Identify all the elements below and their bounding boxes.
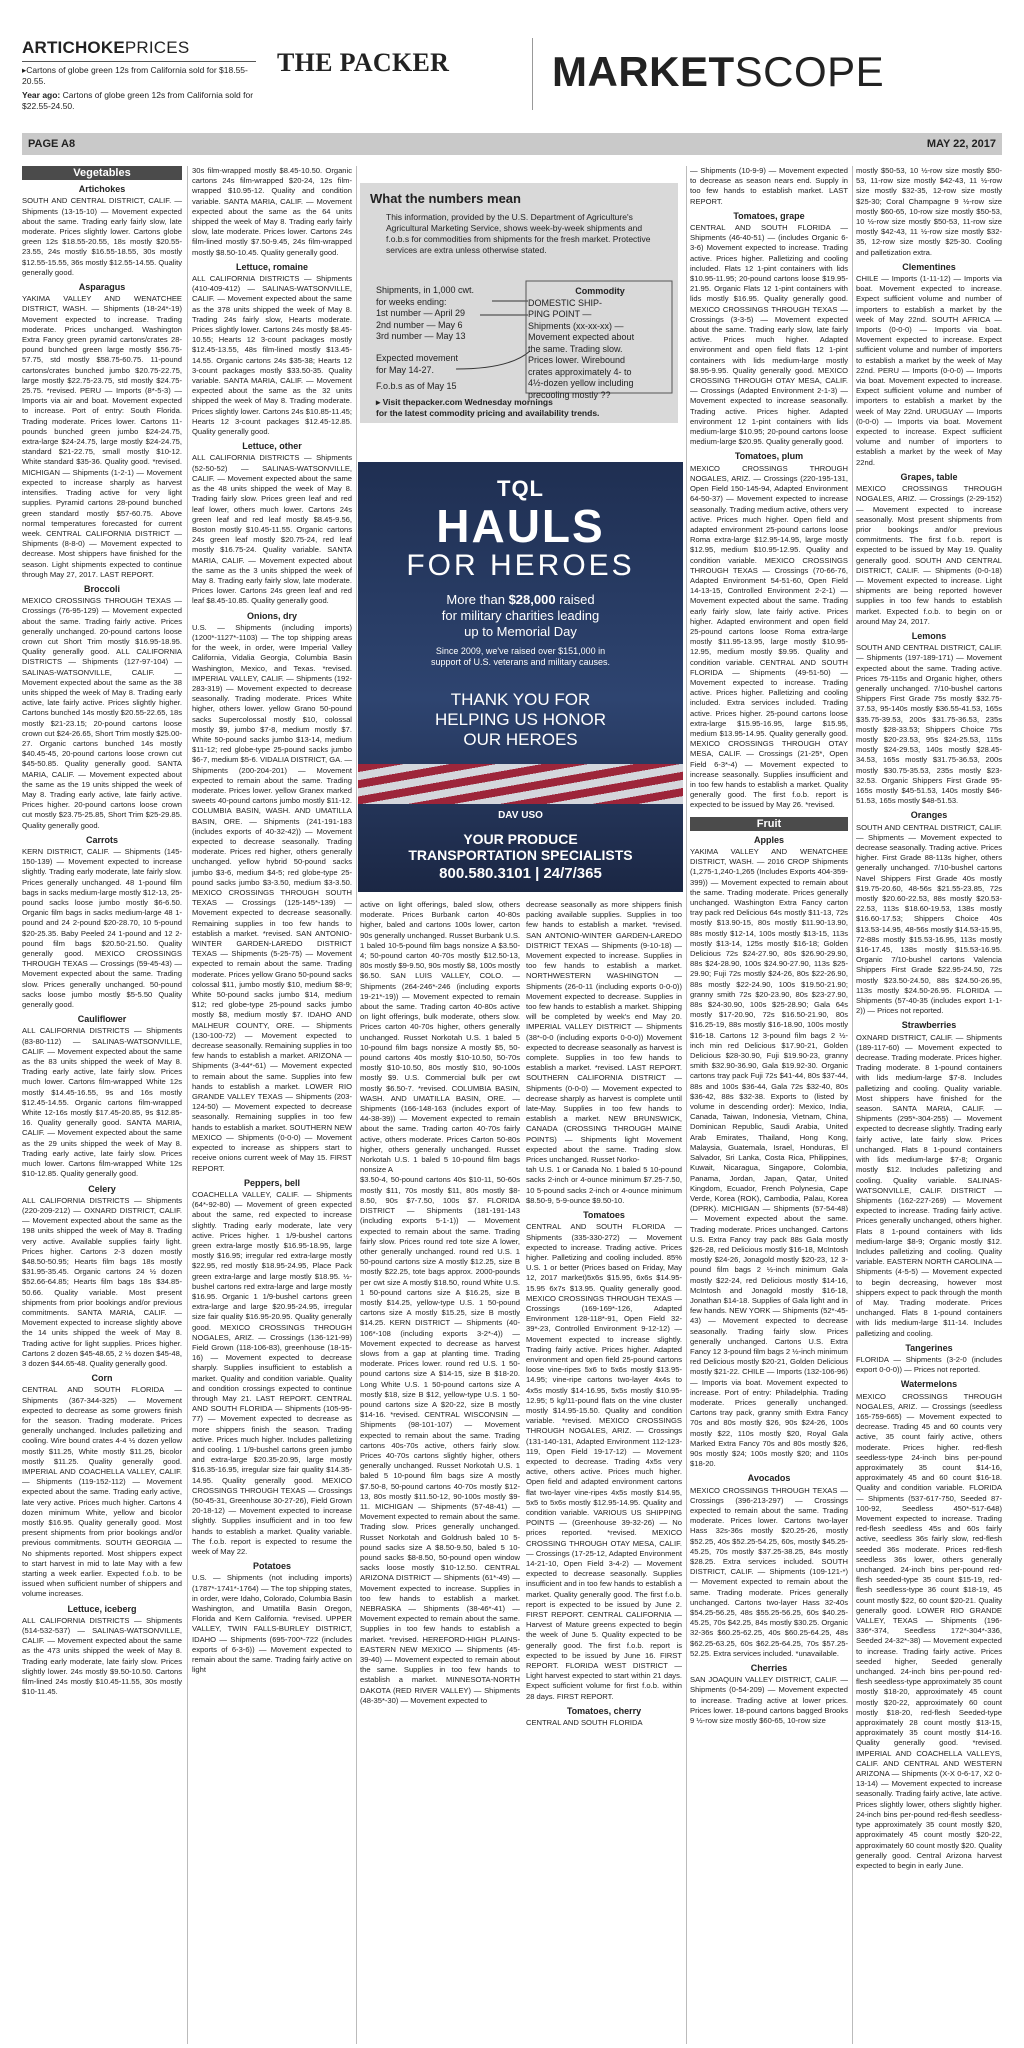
ad-brand: TQL bbox=[497, 476, 544, 501]
explainer-line: for May 14-27. bbox=[376, 364, 435, 375]
market-report-text: ALL CALIFORNIA DISTRICTS — Shipments (83-80-112) — SALINAS-WATSONVILLE, CALIF. — Movement expected about the same as the 83 units shipped the week of May 8. Trading early active, late fairly slow. Prices much lower. Cartons film-wrapped White 12s mostly $14.45-16.55, 9s and 16s mostly $12.45-14.55. Organic cartons film-wrapped White 12-16s mostly $17.45-20.85, 9s $12.85-16. Quality generally good. SANTA MARIA, CALIF. — Movement expected about the same as the 29 units shipped the week of May 8. Trading early active, late fairly slow. Prices much lower. Cartons film-wrapped White 12s $10-12.85. Quality generally good. bbox=[22, 1026, 182, 1179]
market-report-text: active on light offerings, baled slow, others moderate. Prices Burbank carton 40-80s higher, baled and cartons 100s lower, carton 90s generally unchanged. Russet Burbank U.S. 1 baled 10-5-pound film bags nonsize A $3.50-4; 50-pound carton 40-70s mostly $12.50-13, 80s mostly $9-9.50, 90s mostly $8, 100s mostly $6.50. SAN LUIS VALLEY, COLO. — Shipments (264-246*-246 (including exports 19-21*-19)) — Movement expected to remain about the same. Trading carton 40-80s active on light offerings, bulk moderate, others slow. Prices carton 40-70s higher, others generally unchanged. Russet Norkotah U.S. 1 baled 5 10-pound film bags nonsize A mostly $5, 50-pound cartons 40s mostly $10-10.50, 50-70s mostly $10-10.50, 80s mostly $10, 90-100s mostly $9. U.S. Commercial bulk per cwt mostly $6.50-7. *revised. COLUMBIA BASIN, WASH. AND UMATILLA BASIN, ORE. — Shipments (166-148-163 (includes export of 44-38-39)) — Movement expected to remain about the same. Trading carton 40-70s fairly active, others moderate. Prices Carton 50-80s higher, others generally unchanged. Russet Norkotah U.S. 1 baled 5 10-pound film bags nonsize A bbox=[360, 900, 520, 1175]
market-report-text: ALL CALIFORNIA DISTRICTS — Shipments (410-409-412) — SALINAS-WATSONVILLE, CALIF. — Movement expected about the same as the 378 units shipped the week of May 8. Trading 24s fairly slow, Hearts moderate. Prices slightly lower. Cartons 24s mostly $8.45-10.55; Hearts 12 3-count packages mostly $12.45-13.55, 48s film-lined mostly $13.45-14.55. Organic cartons 24s $35-38; Hearts 12 3-count packages mostly $33.50-35. Quality variable. SANTA MARIA, CALIF. — Movement expected about the same as the 32 units shipped the week of May 8. Trading moderate. Prices slightly lower. Cartons 24s $10.85-11.45; Hearts 12 3-count packages $12.45-12.85. Quality generally good. bbox=[192, 274, 352, 437]
market-report-text: MEXICO CROSSINGS THROUGH TEXAS — Crossings (76-95-129) — Movement expected about the same. Trading fairly active. Prices generally unchanged. 20-pound cartons loose crown cut Short Trim mostly $16.95-18.95. Quality generally good. ALL CALIFORNIA DISTRICTS — Shipments (127-97-104) — SALINAS-WATSONVILLE, CALIF. — Movement expected about the same as the 38 units shipped the week of May 8. Trading early active, late fairly active. Prices slightly higher. Cartons bunched 14s mostly $20.55-22.65, 18s mostly $21-23.15; 20-pound cartons loose crown cut $24-26.65, Short Trim mostly $25.00-27. Organic cartons bunched 14s mostly $40.45-45, 20-pound cartons loose crown cut $45-50.85. Quality generally good. SANTA MARIA, CALIF. — Movement expected about the same as the 19 units shipped the week of May 8. Trading early active, late fairly active. Prices higher. 20-pound cartons loose crown cut mostly $23.75-25.85, Short Trim $25-29.85. Quality generally good. bbox=[22, 596, 182, 830]
explainer-line: Expected movement bbox=[376, 353, 459, 363]
commodity-heading: Clementines bbox=[902, 261, 956, 272]
ad-partner-logos: DAV USO bbox=[498, 810, 543, 821]
commodity-heading: Lettuce, iceberg bbox=[67, 1603, 137, 1614]
ad-raised-text: up to Memorial Day bbox=[464, 624, 577, 639]
ad-tagline bbox=[358, 831, 683, 863]
ad-raised-text: raised bbox=[555, 592, 595, 607]
commodity-heading: Tangerines bbox=[905, 1342, 953, 1353]
ad-thanks-line: THANK YOU FOR bbox=[450, 690, 591, 709]
explainer-visit-link[interactable] bbox=[376, 397, 599, 419]
explainer-line: 3rd number — May 13 bbox=[376, 331, 466, 341]
commodity-heading: Carrots bbox=[85, 834, 118, 845]
issue-date: MAY 22, 2017 bbox=[926, 138, 996, 150]
explainer-line: 1st number — April 29 bbox=[376, 308, 466, 318]
column-1 bbox=[22, 166, 182, 2044]
commodity-heading: Potatoes bbox=[252, 1561, 291, 1572]
explainer-line: Shipments, in 1,000 cwt. bbox=[376, 285, 475, 295]
column-5 bbox=[690, 166, 848, 2044]
commodity-heading: Watermelons bbox=[900, 1379, 958, 1390]
market-report-text: MEXICO CROSSINGS THROUGH NOGALES, ARIZ. — Crossings (220-195-131, Open Field 150-145-94, Adapted Environment 64-50-37) — Movement expected to increase seasonally. Trading medium active, others very active. Prices much higher. Open field and adapted environment 25-pound cartons loose Roma extra-large $12.95-14.95, large mostly $12.95, medium $10.95-12.95. Quality and condition variable. MEXICO CROSSINGS THROUGH TEXAS — Crossings (70-66-76, Adapted Environment 54-51-60, Open Field 14-13-15, Controlled Environment 2-2-1) — Movement expected about the same. Trading early fairly slow, late fairly active. Prices higher. Adapted environment and open field 25-pound cartons loose Roma extra-large mostly $11.95-13.95, large mostly $10.95-12.95, medium mostly $9.95. Quality and condition variable. CENTRAL AND SOUTH FLORIDA — Shipments (49-51-50) — Movement expected to increase. Trading active. Prices higher. Palletizing and cooling included. Extra services included. Trading active. Prices higher. 25-pound cartons loose extra-large $15.95-16.95, large $15.95, medium $13.95-14.95. Quality generally good. MEXICO CROSSINGS THROUGH OTAY MESA, CALIF. — Crossings (21-25*, Open Field 6-3*-4) — Movement expected to increase seasonally. Supplies insufficient and in too few hands to establish a market. Quality generally good. The first f.o.b. report is expected to be issued by May 26. *revised. bbox=[690, 463, 848, 810]
explainer-commodity-title: Commodity bbox=[575, 286, 625, 296]
commodity-heading: Peppers, bell bbox=[243, 1177, 301, 1188]
market-report-text: MEXICO CROSSINGS THROUGH NOGALES, ARIZ. — Crossings (2-29-152) — Movement expected to increase seasonally. Most present shipments from prior bookings and/or previous commitments. The first f.o.b. report is expected to be issued by May 19. Quality generally good. SOUTH AND CENTRAL DISTRICT, CALIF. — Shipments (0-0-18) — Movement expected to increase. Light shipments are being reported however supplies in too few hands to establish market. Expected f.o.b. to begin on or around May 24, 2017. bbox=[856, 484, 1002, 626]
market-report-text: FLORIDA — Shipments (3-2-0 (includes export 0-0-0)) — Prices not reported. bbox=[856, 1354, 1002, 1375]
commodity-heading: Lettuce, other bbox=[242, 441, 302, 452]
market-report-text: CENTRAL AND SOUTH FLORIDA — Shipments (335-330-272) — Movement expected to increase. Trading active. Prices higher. Palletizing and cooling included. 85% U.S. 1 or better (Prices based on Friday, May 12, 2017 market)5x6s $15.95, 6x6s $14.95-15.95 6x7s $13.95. Quality generally good. MEXICO CROSSINGS THROUGH TEXAS — Crossings (169-169*-126, Adapted Environment 128-118*-91, Open Field 32-39*-23, Controlled Environment 9-12-12) — Movement expected to increase slightly. Trading fairly active. Prices higher. Adapted environment and open field 25-pound cartons loose vine-ripes 5x6 to 5x6s mostly $13.95-14.95; vine-ripe cartons two-layer 4x4s to 4x5s mostly $14-16.95, 5x5s mostly $10.95-12.95; 5 kg/11-pound flats on the vine cluster mostly $14.95-15.50. Quality and condition variable. *revised. MEXICO CROSSINGS THROUGH NOGALES, ARIZ. — Crossings (131-140-131, Adapted Environment 112-123-119, Open Field 19-17-12) — Movement expected to decrease. Trading 4x5s very active, others active. Prices much higher. Open field and adapted environment cartons flat two-layer vine-ripes 4x5s mostly $14.95, 5x5 to 5x6s mostly $12.95-14.95. Quality and condition variable. VARIOUS US SHIPPING POINTS — (Greenhouse 39-32-26) — No prices reported. *revised. MEXICO CROSSING THROUGH OTAY MESA, CALIF. — Crossings (17-25-12, Adapted Environment 14-21-10, Open Field 3-4-2) — Movement expected to decrease seasonally. Supplies insufficient and in too few hands to establish a market. Quality generally good. The first f.o.b. report is expected to be issued by June 2. FIRST REPORT. CENTRAL CALIFORNIA — Harvest of Mature greens expected to begin the week of June 5. Quality expected to be generally good. The first f.o.b. report is expected to be issued by June 16. FIRST REPORT. FLORIDA WEST DISTRICT — Light harvest expected to start within 21 days. Expect sufficient volume for first f.o.b. within 28 days. FIRST REPORT. bbox=[526, 1222, 682, 1701]
explainer-expected bbox=[376, 353, 458, 376]
commodity-heading: Asparagus bbox=[78, 282, 126, 293]
ad-since-line: support of U.S. veterans and military causes. bbox=[430, 657, 611, 667]
market-report-text: SOUTH AND CENTRAL DISTRICT, CALIF. — Shipments (13-15-10) — Movement expected about the same. Trading early fairly slow, late moderate. Prices slightly lower. Cartons globe green 12s $18.55-20.55, 18s mostly $20.55-23.55, 24s mostly $16.55-18.55, 30s mostly $12.55-15.55, 36s mostly $12.55-14.55. Quality generally good. bbox=[22, 196, 182, 277]
ad-raised-text: More than bbox=[446, 592, 509, 607]
ad-raised bbox=[358, 592, 683, 640]
explainer-title: What the numbers mean bbox=[370, 191, 521, 206]
market-report-text: MEXICO CROSSINGS THROUGH NOGALES, ARIZ. — Crossings (seedless 165-759-665) — Movement expected to decrease. Trading 45 and 60 counts very active, 35 count fairly active, others moderate. Prices higher. red-flesh seedless-type 24-inch bins per-pound approximately 35 count $14-16, approximately 45 and 60 count $16-18. Quality and condition variable. FLORIDA — Shipments (537-617-750, Seeded 87-100-92, Seedless 450*-517-648) Movement expected to increase. Trading red-flesh seedless 45s and 60s fairly active, seedless 36s fairly slow, red-flesh seeded 36s moderate. Prices red-flesh seedless 36s lower, others generally unchanged. 24-inch bins per-pound red-flesh seeded-type 35 count $15-19, red-flesh seedless-type 36 count $18-19, 45 count mostly $22, 60 count $20-21. Quality generally good. LOWER RIO GRANDE VALLEY, TEXAS — Shipments (196-336*-374, Seedless 172*-304*-336, Seeded 24-32*-38) — Movement expected to increase. Trading fairly active. Prices seeded higher, Seeded generally unchanged. 24-inch bins per-pound red-flesh seedless-type approximately 35 count mostly $18-20, approximately 45 count mostly $20-22, approximately 60 count mostly $18-20, red-flesh Seeded-type approximately 28 count mostly $13-15, approximately 35 count mostly $14-16. Quality generally good. *revised. IMPERIAL AND COACHELLA VALLEYS, CALIF. AND CENTRAL AND WESTERN ARIZONA — Shipments (X-X 0-6-17, X2 0-13-14) — Movement expected to increase seasonally. Trading fairly active, late active. Prices slightly lower, others slightly higher. 24-inch bins per-pound red-flesh seedless-type approximately 35 count mostly $20, approximately 45 count mostly $20-22, approximately 60 count mostly $20. Quality generally good. Central Arizona harvest expected to begin in early June. bbox=[856, 1391, 1002, 1870]
column-rule bbox=[852, 166, 853, 2044]
explainer-line: 2nd number — May 6 bbox=[376, 319, 463, 330]
market-report-text: COACHELLA VALLEY, CALIF. — Shipments (64*-92-80) — Movement of green expected about the same, red expected to increase slightly. Trading early moderate, late very active. Prices higher. 1 1/9-bushel cartons green extra-large mostly $16.95-18.95, large mostly $16.95; irregular red extra-large mostly $22.95, red mostly $18.95-24.95, Place Pack green extra-large and large mostly $18.95. ½-bushel cartons red extra-large and large mostly $16.95. Organic 1 1/9-bushel cartons green extra-large and large $20.95-24.95, irregular size fair quality $16.95-20.95. Quality generally good. MEXICO CROSSINGS THROUGH NOGALES, ARIZ. — Crossings (136-121-99) Field Grown (118-106-83), greenhouse (18-15-16) — Movement expected to decrease sharply. Supplies insufficient to establish a market. Quality and condition variable. Quality and condition crossings expected to continue through May 21. LAST REPORT. CENTRAL AND SOUTH FLORIDA — Shipments (105-95-77) — Movement expected to decrease as more shippers finish the season. Trading active. Prices much higher. Includes palletizing and cooling. 1 1/9-bushel cartons green jumbo and extra-large $20.35-20.95, large mostly $16.35-16.95, irregular size fair quality $14.35-14.95. Quality generally good. MEXICO CROSSINGS THROUGH TEXAS — Crossings (50-45-31, Greenhouse 30-27-26), Field Grown 20-18-12) — Movement expected to increase slightly. Supplies insufficient and in too few hands to establish a market. Quality variable. The f.o.b. report is expected to resume the week of May 22. bbox=[192, 1189, 352, 1557]
commodity-heading: Oranges bbox=[910, 810, 948, 821]
commodity-heading: Strawberries bbox=[901, 1020, 957, 1031]
ad-headline: HAULS bbox=[436, 500, 605, 552]
explainer-line: Prices lower. Wirebound bbox=[528, 355, 626, 365]
ad-since-line: Since 2009, we've raised over $151,000 in bbox=[435, 646, 606, 656]
market-report-text: SOUTH AND CENTRAL DISTRICT, CALIF. — Shipments — Movement expected to decrease seasonally. Trading active. Prices higher. First Grade 88-113s higher, others generally unchanged. 7/10-bushel cartons Navel Shippers First Grade 40s mostly $19.75-20.60, 48-56s $21.55-23.85, 72s mostly $20.60-22.53, 88s mostly $20.53-22.53, 113s $18.60-19.53, 138s mostly $16.60-17.53; Shippers Choice 40s $13.53-14.95, 48-56s mostly $14.53-15.95, 72-88s mostly $15.53-16.95, 113s mostly $16-17.45, 138s mostly $15.53-16.95. Organic 7/10-bushel cartons Valencia Shippers First Grade $22.95-24.50, 72s mostly $23.50-24.50, 88s $24.50-26.95, 113s mostly $24.50-26.95. FLORIDA — Shipments (57-40-35 (includes export 1-1-2)) — Prices not reported. bbox=[856, 822, 1002, 1016]
ad-tagline-line: YOUR PRODUCE bbox=[463, 831, 578, 847]
artichoke-current-price: ▸Cartons of globe green 12s from California sold for $18.55-20.55. bbox=[22, 65, 248, 86]
commodity-heading: Corn bbox=[91, 1373, 113, 1384]
explainer-line: 4½-dozen yellow including bbox=[528, 378, 634, 388]
market-report-text: KERN DISTRICT, CALIF. — Shipments (145-150-139) — Movement expected to increase slightly. Trading early moderate, late fairly slow. Prices generally unchanged. 48 1-pound film bags in sacks medium-large mostly $12-13, 25-pound sacks loose jumbo mostly $6-6.50. Organic film bags in sacks medium-large 48 1-pound and 24 2-pound $20-28.70, 10 5-pound $20-25.35. Baby Peeled 24 1-pound and 12 2-pound film bags $20.50-21.50. Quality generally good. MEXICO CROSSINGS THROUGH TEXAS — Crossings (59-45-43) — Movement expected about the same. Trading slow. Prices generally unchanged. 50-pound sacks loose jumbo mostly $5-5.50 Quality generally good. bbox=[22, 847, 182, 1010]
commodity-heading: Cherries bbox=[750, 1663, 788, 1674]
explainer-line: precooling mostly ?? bbox=[528, 389, 611, 400]
artichoke-year-ago: Year ago: Cartons of globe green 12s from California sold for $22.55-24.50. bbox=[22, 90, 254, 111]
packer-logo: THE PACKER bbox=[277, 48, 450, 77]
ad-thanks bbox=[358, 690, 683, 750]
commodity-heading: Tomatoes, plum bbox=[734, 451, 804, 462]
explainer-line: PING POINT — bbox=[528, 309, 592, 319]
market-report-text: ALL CALIFORNIA DISTRICTS — Shipments (514-532-537) — SALINAS-WATSONVILLE, CALIF. — Movement expected about the same as the 473 units shipped the week of May 8. Trading early moderate, late fairly slow. Prices slightly lower. 24s mostly $9.50-10.50. Cartons film-lined 24s mostly $10.45-11.55, 30s mostly $10-11.45. bbox=[22, 1615, 182, 1697]
masthead-divider bbox=[532, 38, 533, 110]
tql-advertisement[interactable] bbox=[358, 462, 683, 892]
market-report-text: tah U.S. 1 or Canada No. 1 baled 5 10-pound sacks 2-inch or 4-ounce minimum $7.25-7.50, 10 5-pound sacks 2-inch or 4-ounce minimum $8.50-9, 5-9-ounce $9.50-10. bbox=[526, 1165, 682, 1205]
commodity-heading: Tomatoes bbox=[583, 1210, 625, 1221]
flag-stripes-graphic bbox=[358, 764, 683, 804]
ad-tagline-line: TRANSPORTATION SPECIALISTS bbox=[408, 847, 633, 863]
market-report-text: OXNARD DISTRICT, CALIF. — Shipments (189-117-60) — Movement expected to decrease. Trading moderate. Prices higher. Trading moderate. 8 1-pound containers with lids medium-large $7-8. Includes palletizing and cooling. Quality variable. Most shippers have finished for the season. SANTA MARIA, CALIF. — Shipments (295*-304-255) — Movement expected to decrease slightly. Trading early fairly active, late fairly slow. Prices unchanged. Flats 8 1-pound containers with lids medium-large $7-8; Organic mostly $12. Includes palletizing and cooling. Quality variable. SALINAS-WATSONVILLE, CALIF. DISTRICT — Shipments (162-227-269) — Movement expected to increase. Trading fairly active. Prices generally unchanged, others higher. Flats 8 1-pound containers with lids medium-large $8-9; Organic mostly $12. Includes palletizing and cooling. Quality variable. EASTERN NORTH CAROLINA — Shipments (4-5-5) — Movement expected to begin decreasing, however most shippers expect to pack through the month of May. Trading moderate. Prices unchanged. Flats 8 1-pound containers with lids medium-large $11-14. Includes palletizing and cooling. bbox=[856, 1032, 1002, 1338]
market-report-text: YAKIMA VALLEY AND WENATCHEE DISTRICT, WASH. — Shipments (18-24*-19) Movement expected to increase. Trading moderate. Prices unchanged. Washington Extra Fancy green pyramid cartons/crates 28-pound bunched green large mostly $56.75-57.75, std mostly $58.75-60.75. 11-pound cartons/crates bunched jumbo $20.75-22.75, large mostly $22.75-23.75, std mostly $24.75-25.75. *revised. PERU — Imports (8*-5-3) — Imports via air and boat. Movement expected to increase. Port of entry: South Florida. Trading moderate. Prices lower. Cartons 11-pounds bunched green jumbo $24-24.75, extra-large $24-24.75, large mostly $24-24.75, standard $21-22.75, small mostly $10-12. White standard $35-36. Quality good. *revised. MICHIGAN — Shipments (1-2-1) — Movement expected to increase sharply as harvest intensifies. Trading active for very light supplies. Pyramid cartons 28-pound bunched green standard mostly $57-60.75. Above normal temperatures forecasted for current week. CENTRAL CALIFORNIA DISTRICT — Shipments (8-8-0) — Movement expected to decrease. Most shippers have finished for the season. Light shipments expected to continue through May 27, 2017. LAST REPORT. bbox=[22, 294, 182, 579]
market-report-text: 30s film-wrapped mostly $8.45-10.50. Organic cartons 24s film-wrapped $20-24, 12s film-wrapped $10.95-12. Quality and condition variable. SANTA MARIA, CALIF. — Movement expected about the same as the 64 units shipped the week of May 8. Trading early fairly slow, late moderate. Prices lower. Cartons 24s film-lined mostly $7.50-9.45, 24s film-wrapped mostly $8.50-10.45. Quality generally good. bbox=[192, 166, 352, 257]
column-rule bbox=[686, 166, 687, 2044]
explainer-line: ▸ Visit thepacker.com Wednesday mornings bbox=[376, 397, 553, 407]
ad-since bbox=[358, 646, 683, 668]
ad-phone: 800.580.3101 | 24/7/365 bbox=[439, 865, 602, 882]
ad-thanks-line: OUR HEROES bbox=[463, 730, 578, 749]
artichoke-prices-title: ARTICHOKEPRICES bbox=[22, 38, 256, 62]
ad-subheadline: FOR HEROES bbox=[406, 549, 635, 582]
market-report-text: — Shipments (10-9-9) — Movement expected to decrease as season nears end. Supply in too few hands to establish market. LAST REPORT. bbox=[690, 166, 848, 206]
column-3 bbox=[360, 900, 520, 2044]
column-2 bbox=[192, 166, 352, 2044]
column-rule bbox=[356, 166, 357, 2044]
column-6 bbox=[856, 166, 1002, 2044]
explainer-fob-date: F.o.b.s as of May 15 bbox=[376, 381, 457, 391]
explainer-line: crates approximately 4- to bbox=[528, 366, 632, 377]
commodity-heading: Celery bbox=[88, 1183, 116, 1194]
explainer-shipments bbox=[376, 285, 474, 343]
commodity-heading: Broccoli bbox=[83, 583, 120, 594]
explainer-line: Shipments (xx-xx-xx) — bbox=[528, 320, 624, 331]
commodity-heading: Artichokes bbox=[78, 184, 126, 195]
artichoke-prices-box bbox=[22, 38, 256, 112]
market-report-text: $3.50-4, 50-pound cartons 40s $10-11, 50-60s mostly $11, 70s mostly $11, 80s mostly $8-8.50, 90s $7-7.50, 100s $7. FLORIDA DISTRICT — Shipments (181-191-143 (including exports 5-1-1)) — Movement expected to remain about the same. Trading fairly slow. Prices round red tote size A lower, other generally unchanged. round red U.S. 1 50-pound cartons size A mostly $12.25, size B mostly $22.25, tote bags approx. 2000-pounds per cwt size A mostly $18.50, round White U.S. 1 50-pound cartons size A $16.25, size B mostly $14.25, yellow-type U.S. 1 50-pound cartons size A mostly $15.25, size B mostly $14.25. KERN DISTRICT — Shipments (40-106*-108 (including exports 3-2*-4)) — Movement expected to decrease as harvest slows from a gap at planting time. Trading moderate. Prices lower. round red U.S. 1 50-pound cartons size A $14-15, size B $18-20. Long White U.S. 1 50-pound cartons size A mostly $18, size B $12, yellow-type U.S. 1 50-pound cartons size A $20-22, size B mostly $14-16. *revised. CENTRAL WISCONSIN — Shipments (98-101-107) — Movement expected to remain about the same. Trading cartons 40s-70s active, others fairly slow. Prices 40-70s cartons slightly higher, others generally unchanged. Russet Norkotah U.S. 1 baled 5 10-pound film bags size A mostly $7.50-8, 50-pound cartons 40-70s mostly $12-13, 80s mostly $11.50-12, 90-100s mostly $9-11. MICHIGAN — Shipments (57-48-41) — Movement expected to remain about the same. Trading slow. Prices generally unchanged. Russet Norkotah and Goldrush baled 10 5-pound sacks size A $8.50-9.50, baled 5 10-pound sacks $8-8.50, 50-pound open window sacks loose mostly $10-12.50. CENTRAL ARIZONA DISTRICT — Shipments (61*-49) — Movement expected to increase. Supplies in too few hands to establish a market. NEBRASKA — Shipments (38-46*-41) — Movement expected to remain about the same. Supplies in too few hands to establish a market. *revised. HEREFORD-HIGH PLAINS-EASTERN NEW MEXICO — Shipments (45-39-40) — Movement expected to remain about the same. Supplies in too few hands to establish a market. MINNESOTA-NORTH DAKOTA (RED RIVER VALLEY) — Shipments (48-35*-30) — Movement expected to bbox=[360, 1175, 520, 1705]
ad-raised-text: for military charities leading bbox=[441, 608, 600, 623]
column-4-lower bbox=[526, 900, 682, 2044]
market-report-text: U.S. — Shipments (not including imports) (1787*-1741*-1764) — The top shipping states, in order, were Idaho, Colorado, Columbia Basin Washington, and Umatilla Basin Oregon, Florida and Kern California. *revised. UPPER VALLEY, TWIN FALLS-BURLEY DISTRICT, IDAHO — Shipments (695-700*-722 (includes exports of 6-3-6)) — Movement expected to remain about the same. Trading fairly active on light bbox=[192, 1573, 352, 1675]
explainer-line: for the latest commodity pricing and availability trends. bbox=[376, 408, 600, 418]
market-report-text: mostly $50-53, 10 ½-row size mostly $50-53, 11-row size mostly $42-43, 11 ½-row size mostly $32-35, 12-row size mostly $25-30; Coral Champagne 9 ½-row size mostly $60-65, 10-row size mostly $50-53, 10 ½-row size mostly $50-53, 11-row size mostly $42-43, 11 ½-row size mostly $32-35, 12-row size mostly $25-30. Cooling and palletization extra. bbox=[856, 166, 1002, 257]
commodity-heading: Tomatoes, cherry bbox=[566, 1705, 642, 1716]
explainer-intro: This information, provided by the U.S. Department of Agriculture's Agricultural Marketing Service, shows week-by-week shipments and f.o.b.s for commodities from shipments for the fresh market. Protective services are extra unless otherwise stated. bbox=[386, 212, 651, 255]
commodity-heading: Grapes, table bbox=[900, 471, 958, 482]
commodity-heading: Lettuce, romaine bbox=[235, 261, 309, 272]
section-head-fruit: Fruit bbox=[690, 817, 848, 831]
page-number: PAGE A8 bbox=[28, 138, 76, 150]
market-report-text: ALL CALIFORNIA DISTRICTS — Shipments (52-50-52) — SALINAS-WATSONVILLE, CALIF. — Movement expected about the same as the 48 units shipped the week of May 8. Trading fairly slow. Prices green leaf and red leaf lower, others much lower. Cartons 24s green leaf and red leaf mostly $8.45-9.56, Boston mostly $10.45-11.55. Organic cartons 24s green leaf mostly $20.75-24, red leaf mostly $16.75-24. Quality variable. SANTA MARIA, CALIF. — Movement expected about the same as the 3 units shipped the week of May 8. Trading early fairly slow, late moderate. Prices lower. Cartons 24s green leaf and red leaf $8.45-10.85. Quality generally good. bbox=[192, 453, 352, 606]
commodity-heading: Avocados bbox=[747, 1473, 791, 1484]
marketscope-logo: MARKETSCOPE bbox=[552, 48, 885, 95]
explainer-line: for weeks ending: bbox=[376, 296, 447, 307]
explainer-line: DOMESTIC SHIP- bbox=[528, 297, 603, 308]
commodity-heading: Apples bbox=[753, 834, 784, 845]
explainer-line: the same. Trading slow. bbox=[528, 343, 623, 354]
commodity-heading: Lemons bbox=[911, 630, 947, 641]
market-report-text: CHILE — Imports (1-11-12) — Imports via boat. Movement expected to increase. Expect sufficient volume and number of importers to establish a market by the week of May 22nd. SOUTH AFRICA — Imports (0-0-0) — Imports via boat. Movement expected to increase. Expect sufficient volume and number of importers to establish a market by the week of May 22nd. PERU — Imports (0-0-0) — Imports via boat. Movement expected to increase. Expect sufficient volume and number of importers to establish a market by the week of May 22nd. URUGUAY — Imports (0-0-0) — Imports via boat. Movement expected to increase. Expect sufficient volume and number of importers to establish a market by the week of May 22nd. bbox=[856, 274, 1002, 467]
ad-thanks-line: HELPING US HONOR bbox=[435, 710, 606, 729]
numbers-explainer bbox=[360, 183, 678, 423]
market-report-text: SOUTH AND CENTRAL DISTRICT, CALIF. — Shipments (197-189-171) — Movement expected about the same. Trading active. Prices 75-115s and Organic higher, others generally unchanged. 7/10-bushel cartons Shippers First Grade 75s mostly $32.75-37.53, 95-140s mostly $36.55-41.53, 165s $35.75-39.53, 200s $31.75-36.53, 235s mostly $28-33.53; Shippers Choice 75s mostly $20-23.53, 95s $24-25.53, 115s mostly $24-29.53, 140s mostly $28.45-34.53, 165s mostly $31.75-36.53, 200s mostly $30.75-35.53, 235s mostly $23-32.53. Organic Shippers First Grade 95-165s mostly $45-51.53, 140s mostly $46-51.53, 165s mostly $48-51.53. bbox=[856, 643, 1002, 806]
column-rule bbox=[187, 166, 188, 2044]
commodity-heading: Cauliflower bbox=[77, 1014, 127, 1025]
market-report-text: CENTRAL AND SOUTH FLORIDA — Shipments (46-40-51) — (includes Organic 6-3-6) Movement expected to increase. Trading active. Prices higher. Palletizing and cooling included. Flats 12 1-pint containers with lids $10.95-11.95; 20-pound cartons loose $19.95-21.95. Organic Flats 12 1-pint containers with lids mostly $16.95. Quality generally good. MEXICO CROSSINGS THROUGH TEXAS — Crossings (3-3-5) — Movement expected about the same. Trading early slow, late fairly active. Prices much higher. Adapted environment and open field flats 12 1-pint containers with lids medium-large mostly $8.95-9.95. Quality generally good. MEXICO CROSSING THROUGH OTAY MESA, CALIF. — Crossings (Adapted Environment 2-1-3) — Movement expected to increase seasonally. Trading active. Prices higher. Adapted environment 12 1-pint containers with lids medium-large $10.95; 20-pound cartons loose medium-large $20.95. Quality generally good. bbox=[690, 223, 848, 447]
market-report-text: CENTRAL AND SOUTH FLORIDA bbox=[526, 1718, 643, 1728]
explainer-commodity bbox=[528, 286, 672, 401]
explainer-line: Movement expected about bbox=[528, 332, 635, 342]
page-bar bbox=[22, 133, 1002, 155]
market-report-text: decrease seasonally as more shippers finish packing available supplies. Supplies in too few hands to establish a market. *revised. SAN ANTONIO-WINTER GARDEN-LAREDO DISTRICT TEXAS — Shipments (9-10-18) — Movement expected to increase. Supplies in too few hands to establish a market. NORTHWESTERN WASHINGTON — Shipments (26-0-11 (including exports 0-0-0)) Movement expected to decrease. Supplies in too few hands to establish a market. Shipping will be completed by week's end May 20. IMPERIAL VALLEY DISTRICT — Shipments (38*-0-0 (including exports 0-0-0)) Movement expected to decrease seasonally as harvest is complete. Supplies in too few hands to establish a market. *revised. LAST REPORT. SOUTHERN CALIFORNIA DISTRICT — Shipments (0-0-0) — Movement expected to decrease sharply as harvest is complete until late-May. Supplies in too few hands to establish a market. NEW BRUNSWICK, CANADA (CROSSING THROUGH MAINE POINTS) — Shipments light Movement expected about the same. Trading slow. Prices unchanged. Russet Norko- bbox=[526, 900, 682, 1165]
market-report-text: SAN JOAQUIN VALLEY DISTRICT, CALIF. — Shipments (0-54-209) — Movement expected to increase. Trading active at lower prices. Prices lower. 18-pound cartons bagged Brooks 9 ½-row size mostly $60-65, 10-row size bbox=[690, 1675, 848, 1726]
market-report-text: YAKIMA VALLEY AND WENATCHEE DISTRICT, WASH. — 2016 CROP Shipments (1,275-1,240-1,265 (Includes Exports 404-359-399)) — Movement expected to remain about the same. Trading moderate. Prices generally unchanged. Washington Extra Fancy carton tray pack red Delicious 64s mostly $11-13, 72s mostly $13.90-15, 80s mostly $11.90-13.90, 88s mostly $12-14, 100s mostly $13-15, 113s mostly $13-14, 125s mostly $16-18; Golden Delicious 72s $24-27.90, 80s $26.90-29.90, 88s $24-28.90, 100s $24.90-27.90, 113s $25-29.90; Fuji 72s mostly $24-26, 80s $22-26.90, 88s mostly $22-24.90, 100s $19.50-21.90; granny smith 72s $20-23.90, 80s $23-27.90, 88s $24-30.90, 100s $25-28.90; Gala 64s mostly $17-20.90, 72s $16.50-21.90, 80s $16.25-19, 88s mostly $16-18.90, 100s mostly $16-18. Cartons 12 3-pound film bags 2 ½-inch min red Delicious $17.90-21, Golden Delicious $28-30.90, Fuji $19.90-23, granny smith $32.90-36.90, Gala $19.92-30. Organic cartons tray pack Fuji 72s $41-44, 80s $37-44, 88s and 100s $36-44, Gala 72s $32-40, 80s $36-42, 88s $32-38. Exports to (listed by volume in descending order): Mexico, India, Canada, Taiwan, Indonesia, Vietnam, China, Dominican Republic, Saudi Arabia, United Arab Emirates, Thailand, Hong Kong, Malaysia, Guatemala, Israel, Honduras, El Salvador, Sri Lanka, Costa Rica, Philippines, Kuwait, Nicaragua, Singapore, Colombia, Panama, Jordan, Japan, Qatar, United Kingdom, Ecuador, French Polynesia, Cape Verde, Korea (ROK), Cambodia, Palau, Korea (DPRK). MICHIGAN — Shipments (57-54-48) — Movement expected about the same. Trading moderate. Prices unchanged. Cartons U.S. Extra Fancy tray pack 88s Gala mostly $26-28, red Delicious mostly $16-18, McIntosh mostly $24-26, Jonagold mostly $20-23, 12 3-pound film bags 2 ½-inch minimum Gala mostly $22-24, red Delicious mostly $14-16, McIntosh and Jonagold mostly $16-18, Jonathan $14-18. Supplies of Gala light and in few hands. NEW YORK — Shipments (52*-45-43) — Movement expected to decrease seasonally. Trading fairly slow. Prices generally unchanged. Cartons U.S. Extra Fancy 12 3-pound film bags 2 ½-inch minimum red Delicious mostly $20-21, Golden Delicious mostly $21-22. CHILE — Imports (132-106-96) — Imports via boat. Movement expected to increase. Port of entry: Philadelphia. Trading moderate. Prices generally unchanged. Cartons tray pack, granny smith Extra Fancy 70s and 80s mostly $26, 90s $24-26, 100s mostly $22, 110s mostly $20, Royal Gala Marked Extra Fancy 70s and 80s mostly $26, 90s mostly $24; 100s mostly $20; and 110s $18-20. bbox=[690, 847, 848, 1469]
market-report-text: ALL CALIFORNIA DISTRICTS — Shipments (220-209-212) — OXNARD DISTRICT, CALIF. — Movement expected about the same as the 198 units shipped the week of May 8. Trading very active. Available supplies fairly light. Prices higher. Cartons 2-3 dozen mostly $48.50-50.95; Hearts film bags 18s mostly $31.95-35.45. Organic cartons 24 ½ dozen $52.66-64.85; Hearts film bags 18s $34.85-50.66. Quality variable. Most present shipments from prior bookings and/or previous commitments. SANTA MARIA, CALIF. — Movement expected to increase slightly above the 14 units shipped the week of May 8. Trading active for light supplies. Prices higher. Cartons 2 dozen $45-48.65, 2 ½ dozen $45-48, 3 dozen $44.65-48. Quality generally good. bbox=[22, 1195, 182, 1368]
market-report-text: CENTRAL AND SOUTH FLORIDA — Shipments (367-344-325) — Movement expected to decrease as some growers finish for the season. Trading moderate. Prices generally unchanged. Includes palletizing and cooling. Wire bound crates 4-4 ½ dozen yellow mostly $11.25, White mostly $11.25, bicolor mostly $11.25. Quality generally good. IMPERIAL AND COACHELLA VALLEY, CALIF. — Shipments (119-152-112) — Movement expected about the same. Trading early active, late very active. Prices much higher. Cartons 4 dozen minimum White, yellow and bicolor mostly $16.95. Quality generally good. Most present shipments from prior bookings and/or previous commitments. SOUTH GEORGIA — No shipments reported. Most shippers expect to start harvest in mid to late May with a few starting a week earlier. Expected f.o.b. to be issued when sufficient number of shippers and volume increases. bbox=[22, 1385, 182, 1599]
section-head-vegetables: Vegetables bbox=[22, 166, 182, 180]
commodity-heading: Onions, dry bbox=[246, 610, 297, 621]
masthead bbox=[22, 38, 1002, 116]
market-report-text: MEXICO CROSSINGS THROUGH TEXAS — Crossings (396-213-297) — Crossings expected to remain about the same. Trading moderate. Prices lower. Cartons two-layer Hass 32s-36s mostly $20.25-26, mostly $52.25, 40s $52.25-54.25, 60s, mostly $45.25-45.25, 70s mostly $37.25-38.25, 84s mostly $28.25. Extra services included. SOUTH DISTRICT, CALIF. — Shipments (109-121-*) — Movement expected to remain about the same. Trading moderate. Prices generally unchanged. Cartons two-layer Hass 32-40s $54.25-56.25, 48s $55.25-56.25, 60s $40.25-45.25, 70s $42.25, 84s mostly $30.25. Organic 32-36s $60.25-62.25, 40s $60.25-64.25, 48s $62.25-63.25, 60s $62.25-64.25, 70s $57.25-52.25. Extra services included. *unavailable. bbox=[690, 1485, 848, 1658]
market-report-text: U.S. — Shipments (including imports) (1200*-1127*-1103) — The top shipping areas for the week, in order, were Imperial Valley California, Vidalia Georgia, Columbia Basin Washington, Mexico, and Texas. *revised. IMPERIAL VALLEY, CALIF. — Shipments (192-283-319) — Movement expected to decrease seasonally. Trading moderate. Prices White higher, others lower. yellow Grano 50-pound sacks Supercolossal mostly $10, colossal mostly $9, jumbo $7-8, medium mostly $7. White 50-pound sacks jumbo $13-14, medium $11-12; red globe-type 25-pound sacks jumbo $6-7, medium $5-6. VIDALIA DISTRICT, GA. — Shipments (200-204-201) — Movement expected to remain about the same. Trading moderate. Prices lower. yellow Granex marked sweets 40-pound cartons jumbo mostly $11-12. COLUMBIA BASIN, WASH. AND UMATILLA BASIN, ORE. — Shipments (241-191-183 (includes exports of 40-32-42)) — Movement expected to decrease seasonally. Trading moderate. Prices red higher, others generally unchanged. yellow hybrid 50-pound sacks jumbo $3-6, medium $4-5; red globe-type 25-pound sacks jumbo $3-3.50, medium $3-3.50. MEXICO CROSSINGS THROUGH SOUTH TEXAS — Crossings (125-145*-139) — Movement expected to decrease seasonally. Remaining supplies in too few hands to establish a market. *revised. SAN ANTONIO-WINTER GARDEN-LAREDO DISTRICT TEXAS — Shipments (5-25-75) — Movement expected to remain about the same. Trading moderate. Prices yellow Grano 50-pound sacks colossal $11, jumbo mostly $10, medium $8-9; White 50-pound sacks jumbo $14, medium $12; red globe-type 25-pound sacks jumbo mostly $8, medium mostly $7. IDAHO AND MALHEUR COUNTY, ORE. — Shipments (130-100-72) — Movement expected to decrease seasonally. Remaining supplies in too few hands to establish a market. ARIZONA — Shipments (3-44*-61) — Movement expected to remain about the same. Supplies into few hands to establish a market. LOWER RIO GRANDE VALLEY TEXAS — Shipments (203-124-50) — Movement expected to decrease seasonally. Remaining supplies in too few hands to establish a market. SOUTHERN NEW MEXICO — Shipments (0-0-0) — Movement expected to increase as shippers start to receive onions current week of May 15. FIRST REPORT. bbox=[192, 622, 352, 1173]
commodity-heading: Tomatoes, grape bbox=[733, 210, 805, 221]
ad-raised-amount: $28,000 bbox=[508, 592, 556, 607]
